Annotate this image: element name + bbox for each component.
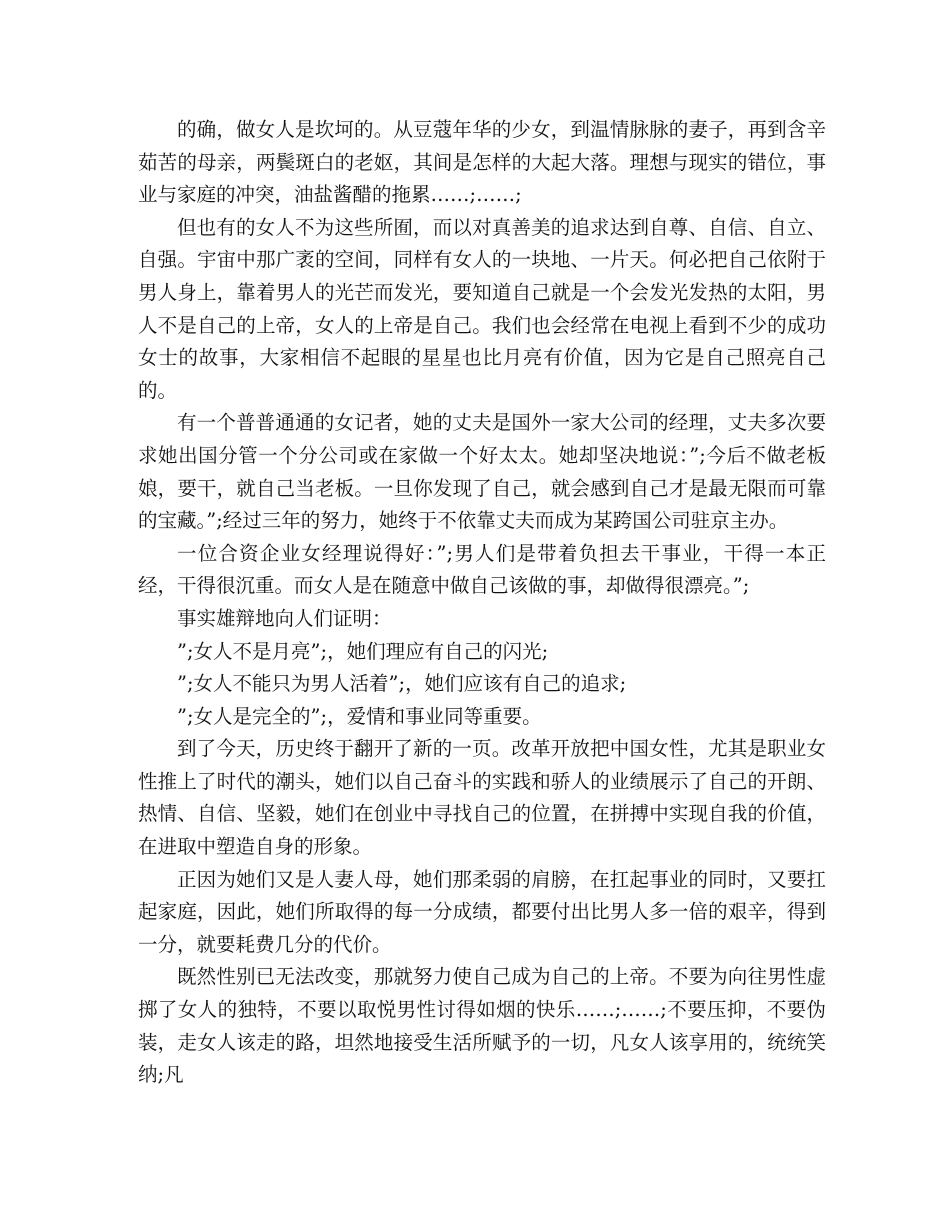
paragraph-6: ”;女人不是月亮”;，她们理应有自己的闪光; — [177, 639, 549, 663]
paragraph-8: ”;女人是完全的”;，爱情和事业同等重要。 — [177, 704, 542, 728]
paragraph-1: 的确，做女人是坎坷的。从豆蔻年华的少女，到温情脉脉的妻子，再到含辛茹苦的母亲，两鬓斑白的老妪，其间是怎样的大起大落。理想与现实的错位，事业与家庭的冲突，油盐酱醋的拖累……;……; — [138, 118, 826, 207]
paragraph-2: 但也有的女人不为这些所囿，而以对真善美的追求达到自尊、自信、自立、自强。宇宙中那广袤的空间，同样有女人的一块地、一片天。何必把自己依附于男人身上，靠着男人的光芒而发光，要知道自己就是一个会发光发热的太阳，男人不是自己的上帝，女人的上帝是自己。我们也会经常在电视上看到不少的成功女士的故事，大家相信不起眼的星星也比月亮有价值，因为它是自己照亮自己的。 — [138, 215, 826, 402]
paragraph-3: 有一个普普通通的女记者，她的丈夫是国外一家大公司的经理，丈夫多次要求她出国分管一个分公司或在家做一个好太太。她却坚决地说：”;今后不做老板娘，要干，就自己当老板。一旦你发现了自己，就会感到自己才是最无限而可靠的宝藏。”;经过三年的努力，她终于不依靠丈夫而成为某跨国公司驻京主办。 — [138, 411, 826, 533]
paragraph-9: 到了今天，历史终于翻开了新的一页。改革开放把中国女性，尤其是职业女性推上了时代的潮头，她们以自己奋斗的实践和骄人的业绩展示了自己的开朗、热情、自信、坚毅，她们在创业中寻找自己的位置，在拼搏中实现自我的价值，在进取中塑造自身的形象。 — [138, 737, 826, 859]
paragraph-7: ”;女人不能只为男人活着”;，她们应该有自己的追求; — [177, 672, 627, 696]
article-body — [138, 114, 826, 1092]
paragraph-11: 既然性别已无法改变，那就努力使自己成为自己的上帝。不要为向往男性虚掷了女人的独特，不要以取悦男性讨得如烟的快乐……;……;不要压抑，不要伪装，走女人该走的路，坦然地接受生活所赋予的一切，凡女人该享用的，统统笑纳;凡 — [138, 965, 826, 1087]
paragraph-5: 事实雄辩地向人们证明： — [177, 606, 392, 630]
paragraph-4: 一位合资企业女经理说得好：”;男人们是带着负担去干事业，干得一本正经，干得很沉重。而女人是在随意中做自己该做的事，却做得很漂亮。”; — [138, 541, 826, 598]
paragraph-10: 正因为她们又是人妻人母，她们那柔弱的肩膀，在扛起事业的同时，又要扛起家庭，因此，她们所取得的每一分成绩，都要付出比男人多一倍的艰辛，得到一分，就要耗费几分的代价。 — [138, 867, 826, 956]
